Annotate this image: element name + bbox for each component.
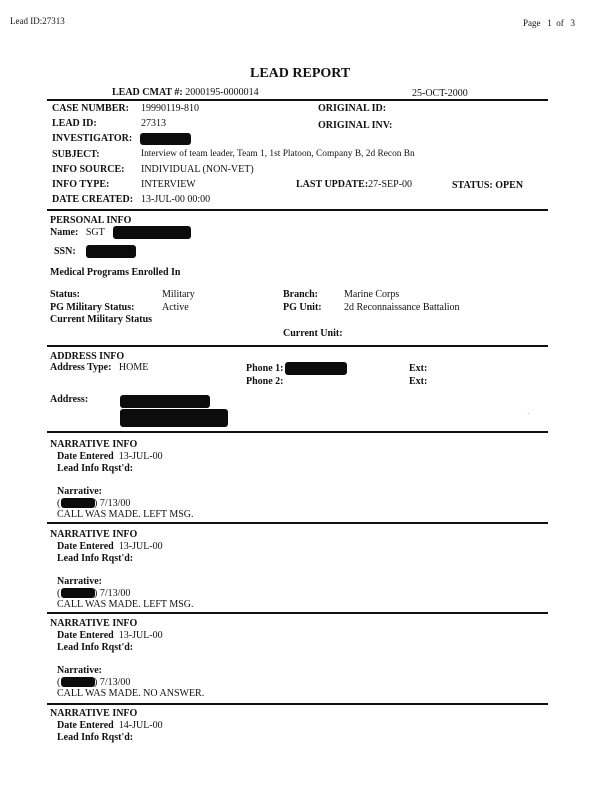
case-number-label: CASE NUMBER: [52, 103, 129, 114]
page-number: 1 [547, 18, 552, 28]
last-update [296, 179, 412, 190]
redaction-mark [113, 226, 191, 239]
divider [47, 209, 548, 211]
redaction-mark [120, 409, 228, 427]
name-prefix: SGT [85, 227, 105, 238]
info-source-label: INFO SOURCE: [52, 164, 125, 175]
date-entered-label: Date Entered [57, 630, 114, 641]
branch-value: Marine Corps [344, 289, 400, 300]
narrative-label: Narrative: [57, 665, 102, 676]
info-source-value: INDIVIDUAL (NON-VET) [141, 164, 254, 175]
lead-id-label: LEAD ID: [52, 118, 97, 129]
last-update-value: 27-SEP-00 [368, 179, 413, 190]
last-update-label: LAST UPDATE: [296, 179, 369, 190]
original-id-label: ORIGINAL ID: [318, 103, 387, 114]
status [452, 180, 523, 191]
phone2-label: Phone 2: [246, 376, 284, 387]
redaction-mark [61, 498, 95, 508]
date-entered-label: Date Entered [57, 451, 114, 462]
lead-info-rqstd-label: Lead Info Rqst'd: [57, 642, 134, 653]
narrative-info-heading: NARRATIVE INFO [50, 708, 138, 719]
date-entered-value: 14-JUL-00 [118, 720, 163, 731]
redaction-mark [120, 395, 210, 408]
divider [47, 612, 548, 614]
pg-unit-value: 2d Reconnaissance Battalion [344, 302, 460, 313]
date-entered-row [57, 630, 163, 641]
date-entered-row [57, 451, 163, 462]
address-type-label: Address Type: [50, 362, 112, 373]
narrative-date: ) 7/13/00 [94, 588, 131, 599]
status-label: STATUS: [452, 180, 493, 191]
narrative-label: Narrative: [57, 576, 102, 587]
date-entered-label: Date Entered [57, 541, 114, 552]
lead-info-rqstd-label: Lead Info Rqst'd: [57, 463, 134, 474]
lead-id-value: 27313 [141, 118, 166, 129]
info-type-value: INTERVIEW [141, 179, 196, 190]
redaction-mark [61, 677, 95, 687]
address-type-value: HOME [118, 362, 149, 373]
narrative-info-heading: NARRATIVE INFO [50, 529, 138, 540]
address-info-heading: ADDRESS INFO [50, 351, 125, 362]
narrative-info-heading: NARRATIVE INFO [50, 439, 138, 450]
status-badge: OPEN [495, 180, 524, 191]
date-entered-value: 13-JUL-00 [118, 630, 163, 641]
branch-label: Branch: [283, 289, 318, 300]
narrative-date: ) 7/13/00 [94, 498, 131, 509]
date-entered-label: Date Entered [57, 720, 114, 731]
ext2-label: Ext: [409, 376, 428, 387]
narrative-date: ) 7/13/00 [94, 677, 131, 688]
ext1-label: Ext: [409, 363, 428, 374]
redaction-mark [61, 588, 95, 598]
narrative-text: CALL WAS MADE. LEFT MSG. [57, 599, 194, 610]
case-number-value: 19990119-810 [141, 103, 199, 114]
lead-cmat [112, 87, 259, 98]
lead-info-rqstd-label: Lead Info Rqst'd: [57, 732, 134, 743]
page-of: of [556, 18, 564, 28]
page-label: Page [523, 18, 541, 28]
address-type-row [50, 362, 148, 373]
current-military-status-label: Current Military Status [50, 314, 153, 325]
narrative-open-paren: ( [57, 588, 61, 599]
lead-cmat-value: 2000195-0000014 [185, 87, 259, 98]
address-label: Address: [50, 394, 89, 405]
info-type-label: INFO TYPE: [52, 179, 110, 190]
medical-programs-label: Medical Programs Enrolled In [50, 267, 181, 278]
narrative-open-paren: ( [57, 498, 61, 509]
subject-label: SUBJECT: [52, 149, 100, 160]
investigator-label: INVESTIGATOR: [52, 133, 133, 144]
ssn-label: SSN: [54, 246, 76, 257]
margin-mark: · [527, 410, 530, 418]
personal-info-heading: PERSONAL INFO [50, 215, 132, 226]
pg-unit-label: PG Unit: [283, 302, 322, 313]
report-date: 25-OCT-2000 [412, 88, 468, 99]
name-label: Name: [50, 227, 79, 238]
lead-info-rqstd-label: Lead Info Rqst'd: [57, 553, 134, 564]
date-entered-value: 13-JUL-00 [118, 541, 163, 552]
redaction-mark [285, 362, 347, 375]
subject-value: Interview of team leader, Team 1, 1st Platoon, Company B, 2d Recon Bn [141, 149, 415, 159]
divider [47, 522, 548, 524]
pg-military-status-label: PG Military Status: [50, 302, 135, 313]
narrative-text: CALL WAS MADE. LEFT MSG. [57, 509, 194, 520]
lead-id-header: Lead ID:27313 [10, 16, 65, 26]
page-indicator [523, 18, 575, 28]
narrative-info-heading: NARRATIVE INFO [50, 618, 138, 629]
status-value: Military [162, 289, 195, 300]
pg-military-status-value: Active [162, 302, 189, 313]
phone1-label: Phone 1: [246, 363, 284, 374]
lead-cmat-label: LEAD CMAT #: [112, 87, 183, 98]
status-label: Status: [50, 289, 81, 300]
page-total: 3 [570, 18, 575, 28]
date-created-label: DATE CREATED: [52, 194, 134, 205]
divider [47, 345, 548, 347]
redaction-mark [140, 133, 191, 145]
narrative-open-paren: ( [57, 677, 61, 688]
narrative-text: CALL WAS MADE. NO ANSWER. [57, 688, 205, 699]
divider [47, 99, 548, 101]
current-unit-label: Current Unit: [283, 328, 343, 339]
redaction-mark [86, 245, 136, 258]
date-entered-row [57, 720, 163, 731]
name-row [50, 227, 105, 238]
date-entered-row [57, 541, 163, 552]
date-created-value: 13-JUL-00 00:00 [141, 194, 211, 205]
original-inv-label: ORIGINAL INV: [318, 120, 393, 131]
date-entered-value: 13-JUL-00 [118, 451, 163, 462]
page-title: LEAD REPORT [250, 66, 351, 81]
divider [47, 431, 548, 433]
narrative-label: Narrative: [57, 486, 102, 497]
divider [47, 703, 548, 705]
